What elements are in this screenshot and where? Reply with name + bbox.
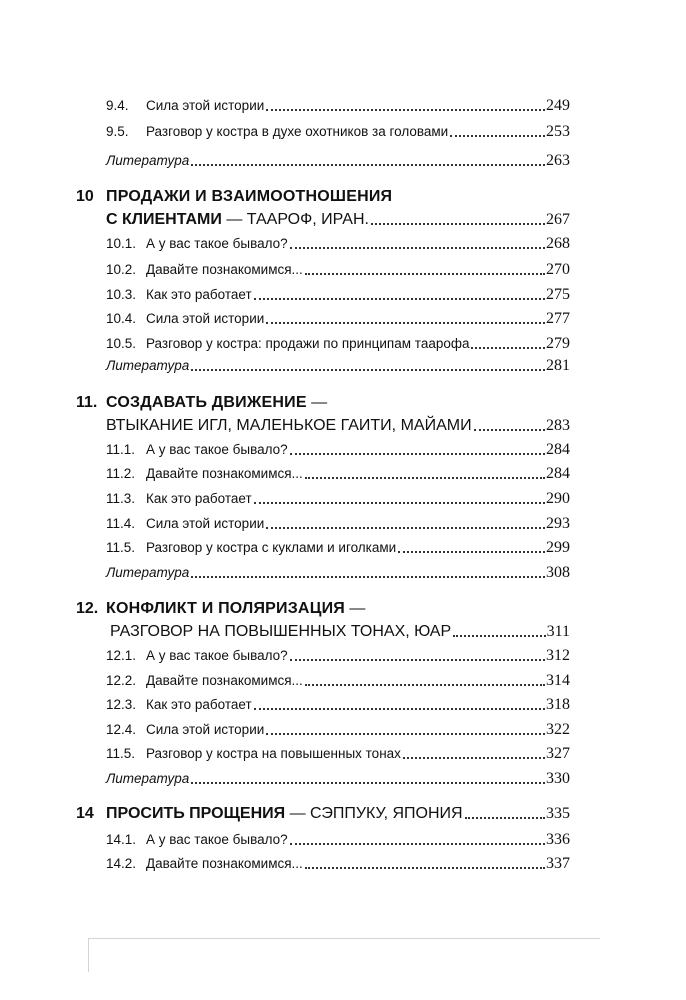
literature-label: Литература (106, 565, 190, 580)
toc-entry[interactable] (106, 826, 570, 848)
entry-page: 336 (546, 831, 570, 848)
entry-page: 263 (546, 152, 570, 169)
entry-number: 10.3. (106, 287, 137, 302)
entry-number: 12.1. (106, 648, 137, 663)
toc-entry[interactable] (106, 92, 570, 114)
chapter-title: КОНФЛИКТ И ПОЛЯРИЗАЦИЯ (106, 600, 345, 617)
toc-literature[interactable] (106, 147, 570, 169)
dot-leader (290, 237, 545, 249)
entry-number: 14.2. (106, 856, 137, 871)
entry-page: 312 (546, 647, 570, 664)
toc-entry[interactable] (106, 281, 570, 303)
toc-entry[interactable] (106, 850, 570, 872)
dot-leader (266, 99, 545, 111)
dot-leader (305, 467, 545, 479)
entry-page: 268 (546, 235, 570, 252)
chapter-subtitle: ВТЫКАНИЕ ИГЛ, МАЛЕНЬКОЕ ГАИТИ, МАЙАМИ (106, 417, 472, 434)
dot-leader (290, 833, 545, 845)
entry-number: 10.4. (106, 311, 137, 326)
chapter-page: 335 (546, 805, 570, 822)
toc-entry[interactable] (106, 460, 570, 482)
toc-literature[interactable] (106, 559, 570, 581)
entry-page: 327 (546, 745, 570, 762)
entry-title: Разговор у костра с куклами и иголками (146, 540, 397, 555)
entry-page: 270 (546, 261, 570, 278)
entry-page: 277 (546, 310, 570, 327)
dot-leader (191, 772, 545, 784)
dot-leader (254, 698, 545, 710)
dot-leader (371, 213, 545, 225)
entry-page: 318 (546, 696, 570, 713)
chapter-heading[interactable] (76, 391, 570, 414)
chapter-subtitle: — СЭППУКУ, ЯПОНИЯ (285, 805, 463, 822)
dot-leader (305, 674, 545, 686)
entry-number: 9.4. (106, 98, 129, 113)
entry-page: 322 (546, 721, 570, 738)
toc-entry[interactable] (106, 740, 570, 762)
entry-page: 337 (546, 855, 570, 872)
toc-entry[interactable] (106, 305, 570, 327)
entry-title: Как это работает (146, 491, 252, 506)
dot-leader (474, 419, 545, 431)
entry-page: 314 (546, 672, 570, 689)
entry-number: 11.5. (106, 746, 136, 761)
entry-number: 10.2. (106, 262, 137, 277)
toc-entry[interactable] (106, 691, 570, 713)
entry-page: 293 (546, 515, 570, 532)
entry-title: А у вас такое бывало? (146, 832, 288, 847)
literature-label: Литература (106, 358, 190, 373)
chapter-heading[interactable] (76, 185, 570, 208)
dot-leader (465, 807, 545, 819)
entry-number: 11.1. (106, 442, 136, 457)
entry-title: Разговор у костра в духе охотников за головами (146, 124, 449, 139)
entry-number: 12.4. (106, 722, 137, 737)
toc-entry[interactable] (106, 642, 570, 664)
toc-entry[interactable] (106, 667, 570, 689)
entry-number: 11.5. (106, 540, 136, 555)
toc-entry[interactable] (106, 436, 570, 458)
entry-title: Как это работает (146, 287, 252, 302)
chapter-dash: — (306, 394, 328, 411)
chapter-subtitle: РАЗГОВОР НА ПОВЫШЕННЫХ ТОНАХ, ЮАР (110, 623, 452, 640)
dot-leader (471, 337, 545, 349)
entry-title: Давайте познакомимся... (146, 262, 303, 277)
chapter-number: 10 (76, 188, 94, 205)
dot-leader (450, 125, 545, 137)
entry-number: 11.4. (106, 516, 136, 531)
toc-entry[interactable] (106, 230, 570, 252)
chapter-title: ПРОДАЖИ И ВЗАИМООТНОШЕНИЯ (106, 188, 393, 205)
chapter-page: 267 (546, 211, 570, 228)
chapter-heading[interactable] (76, 800, 570, 823)
chapter-title: СОЗДАВАТЬ ДВИЖЕНИЕ (106, 394, 307, 411)
chapter-heading-line2[interactable] (106, 412, 570, 435)
entry-number: 12.3. (106, 697, 137, 712)
chapter-title-cont: С КЛИЕНТАМИ (106, 211, 222, 228)
entry-title: Сила этой истории (146, 311, 265, 326)
entry-page: 279 (546, 335, 570, 352)
entry-page: 281 (546, 357, 570, 374)
entry-page: 284 (546, 441, 570, 458)
entry-title: Давайте познакомимся... (146, 466, 303, 481)
entry-number: 10.5. (106, 336, 137, 351)
toc-entry[interactable] (106, 256, 570, 278)
toc-literature[interactable] (106, 352, 570, 374)
entry-title: Сила этой истории (146, 516, 265, 531)
dot-leader (266, 723, 545, 735)
entry-title: Сила этой истории (146, 98, 265, 113)
entry-title: Сила этой истории (146, 722, 265, 737)
entry-title: А у вас такое бывало? (146, 236, 288, 251)
dot-leader (191, 359, 545, 371)
entry-page: 308 (546, 564, 570, 581)
entry-number: 10.1. (106, 236, 137, 251)
entry-number: 9.5. (106, 124, 129, 139)
dot-leader (191, 154, 545, 166)
chapter-number: 12. (76, 600, 99, 617)
entry-title: Как это работает (146, 697, 252, 712)
toc-entry[interactable] (106, 485, 570, 507)
chapter-page: 283 (546, 417, 570, 434)
chapter-title: ПРОСИТЬ ПРОЩЕНИЯ (106, 805, 286, 822)
chapter-subtitle: — ТААРОФ, ИРАН. (221, 211, 369, 228)
entry-title: Давайте познакомимся... (146, 673, 303, 688)
entry-title: Разговор у костра: продажи по принципам таарофа (146, 336, 470, 351)
entry-page: 275 (546, 286, 570, 303)
entry-page: 249 (546, 97, 570, 114)
entry-number: 12.2. (106, 673, 137, 688)
dot-leader (305, 263, 545, 275)
dot-leader (191, 566, 545, 578)
entry-title: А у вас такое бывало? (146, 442, 288, 457)
chapter-number: 11. (76, 394, 98, 411)
toc-entry[interactable] (106, 118, 570, 140)
chapter-dash: — (344, 600, 366, 617)
entry-page: 299 (546, 539, 570, 556)
page-footer-tick (88, 938, 89, 972)
dot-leader (290, 443, 545, 455)
dot-leader (290, 649, 545, 661)
dot-leader (453, 625, 545, 637)
page-footer-rule (88, 938, 600, 939)
dot-leader (266, 517, 545, 529)
entry-number: 11.2. (106, 466, 136, 481)
entry-page: 253 (546, 123, 570, 140)
literature-label: Литература (106, 771, 190, 786)
chapter-heading-line2[interactable] (106, 206, 570, 229)
toc-entry[interactable] (106, 716, 570, 738)
chapter-page: 311 (546, 623, 570, 640)
entry-page: 284 (546, 465, 570, 482)
entry-title: Давайте познакомимся... (146, 856, 303, 871)
chapter-number: 14 (76, 805, 94, 822)
dot-leader (305, 857, 545, 869)
dot-leader (254, 288, 545, 300)
dot-leader (398, 541, 545, 553)
entry-number: 14.1. (106, 832, 137, 847)
toc-entry[interactable] (106, 510, 570, 532)
dot-leader (403, 747, 545, 759)
dot-leader (266, 312, 545, 324)
literature-label: Литература (106, 153, 190, 168)
entry-title: Разговор у костра на повышенных тонах (146, 746, 401, 761)
entry-title: А у вас такое бывало? (146, 648, 288, 663)
toc-literature[interactable] (106, 765, 570, 787)
chapter-heading-line2[interactable] (110, 618, 570, 641)
entry-page: 330 (546, 770, 570, 787)
toc-entry[interactable] (106, 534, 570, 556)
toc-entry[interactable] (106, 330, 570, 352)
chapter-heading[interactable] (76, 597, 570, 620)
dot-leader (254, 492, 545, 504)
entry-number: 11.3. (106, 491, 136, 506)
entry-page: 290 (546, 490, 570, 507)
